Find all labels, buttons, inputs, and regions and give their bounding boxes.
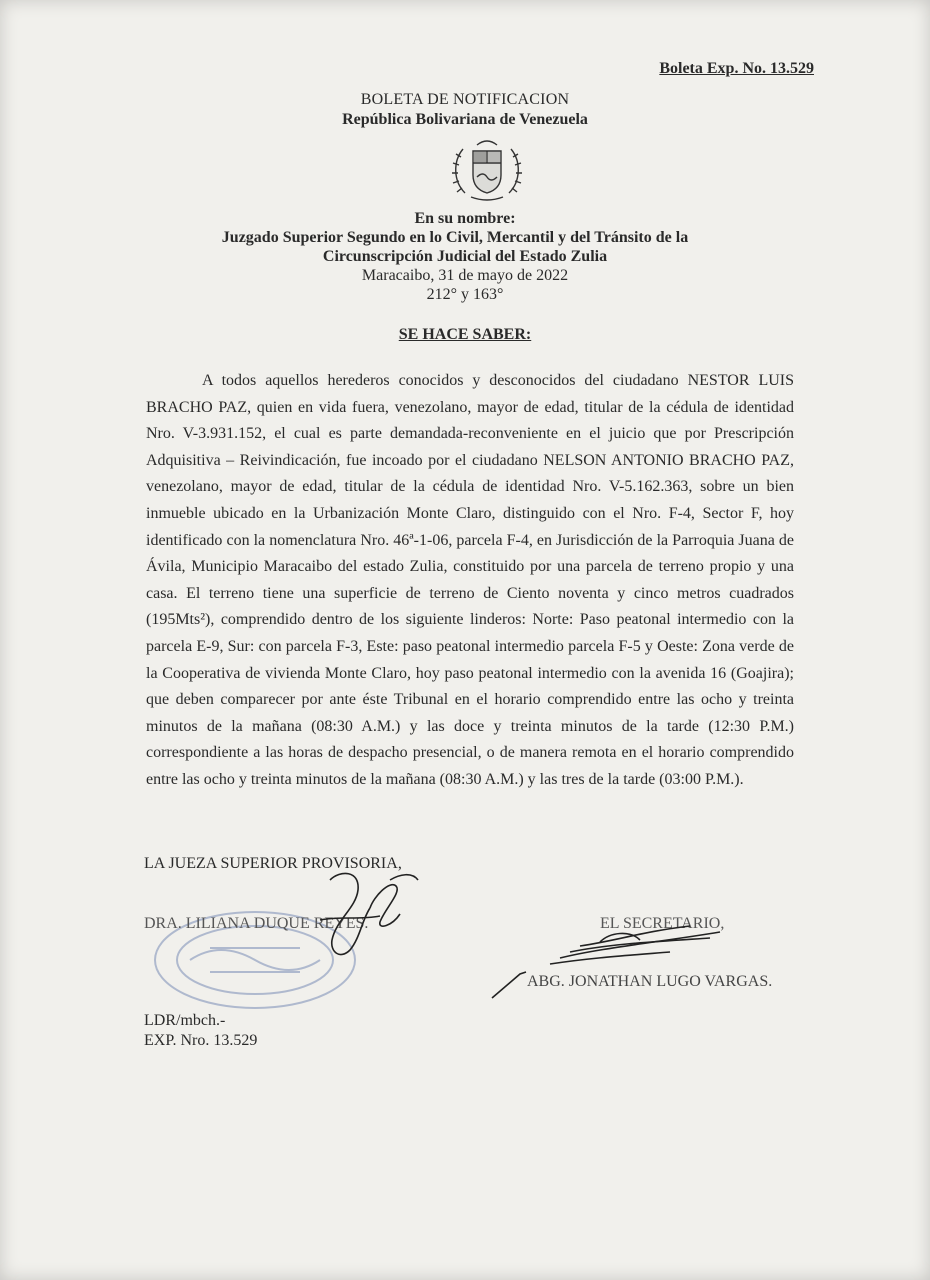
juzgado-line: Juzgado Superior Segundo en lo Civil, Mercantil y del Tránsito de la [221, 229, 689, 246]
notification-body [146, 368, 794, 794]
expediente-number: EXP. Nro. 13.529 [144, 1032, 258, 1049]
republica-line: República Bolivariana de Venezuela [342, 111, 588, 128]
jueza-title: LA JUEZA SUPERIOR PROVISORIA, [144, 855, 402, 872]
body-paragraph: A todos aquellos herederos conocidos y desconocidos del ciudadano NESTOR LUIS BRACHO PAZ, quien en vida fuera, venezolano, mayor de edad, titular de la cédula de identidad Nro. V-3.931.152, el cual es parte demandada-reconveniente en el juicio que por Prescripción Adquisitiva – Reivindicación, fue incoado por el ciudadano NELSON ANTONIO BRACHO PAZ, venezolano, mayor de edad, titular de la cédula de identidad Nro. V-5.162.363, sobre un bien inmueble ubicado en la Urbanización Monte Claro, distinguido con el Nro. F-4, Sector F, hoy identificado con la nomenclatura Nro. 46ª-1-06, parcela F-4, en Jurisdicción de la Parroquia Juana de Ávila, Municipio Maracaibo del estado Zulia, constituido por una parcela de terreno propio y una casa. El terreno tiene una superficie de terreno de Ciento noventa y cinco metros cuadrados (195Mts²), comprendido dentro de los siguiente linderos: Norte: Paso peatonal intermedio con la parcela E-9, Sur: con parcela F-3, Este: paso peatonal intermedio parcela F-5 y Oeste: Zona verde de la Cooperativa de vivienda Monte Claro, hoy paso peatonal intermedio con la avenida 16 (Goajira); que deben comparecer por ante éste Tribunal en el horario comprendido entre las ocho y treinta minutos de la mañana (08:30 A.M.) y las doce y treinta minutos de la tarde (12:30 P.M.) correspondiente a las horas de despacho presencial, o de manera remota en el horario comprendido entre las ocho y treinta minutos de la mañana (08:30 A.M.) y las tres de la tarde (03:00 P.M.). [146, 372, 794, 788]
coat-of-arms-icon [447, 137, 527, 205]
jueza-name: DRA. LILIANA DUQUE REYES. [144, 915, 369, 932]
secretario-title: EL SECRETARIO, [600, 915, 725, 932]
document-title: BOLETA DE NOTIFICACION [360, 91, 570, 108]
place-date: Maracaibo, 31 de mayo de 2022 [361, 267, 569, 284]
se-hace-saber-heading: SE HACE SABER: [398, 326, 532, 343]
jueza-signature [300, 860, 430, 970]
boleta-expediente-number: Boleta Exp. No. 13.529 [659, 60, 814, 77]
circunscripcion-line: Circunscripción Judicial del Estado Zulia [322, 248, 608, 265]
en-su-nombre: En su nombre: [414, 210, 516, 227]
initials: LDR/mbch.- [144, 1012, 226, 1029]
independence-years: 212° y 163° [426, 286, 504, 303]
secretario-name: ABG. JONATHAN LUGO VARGAS. [527, 973, 773, 990]
